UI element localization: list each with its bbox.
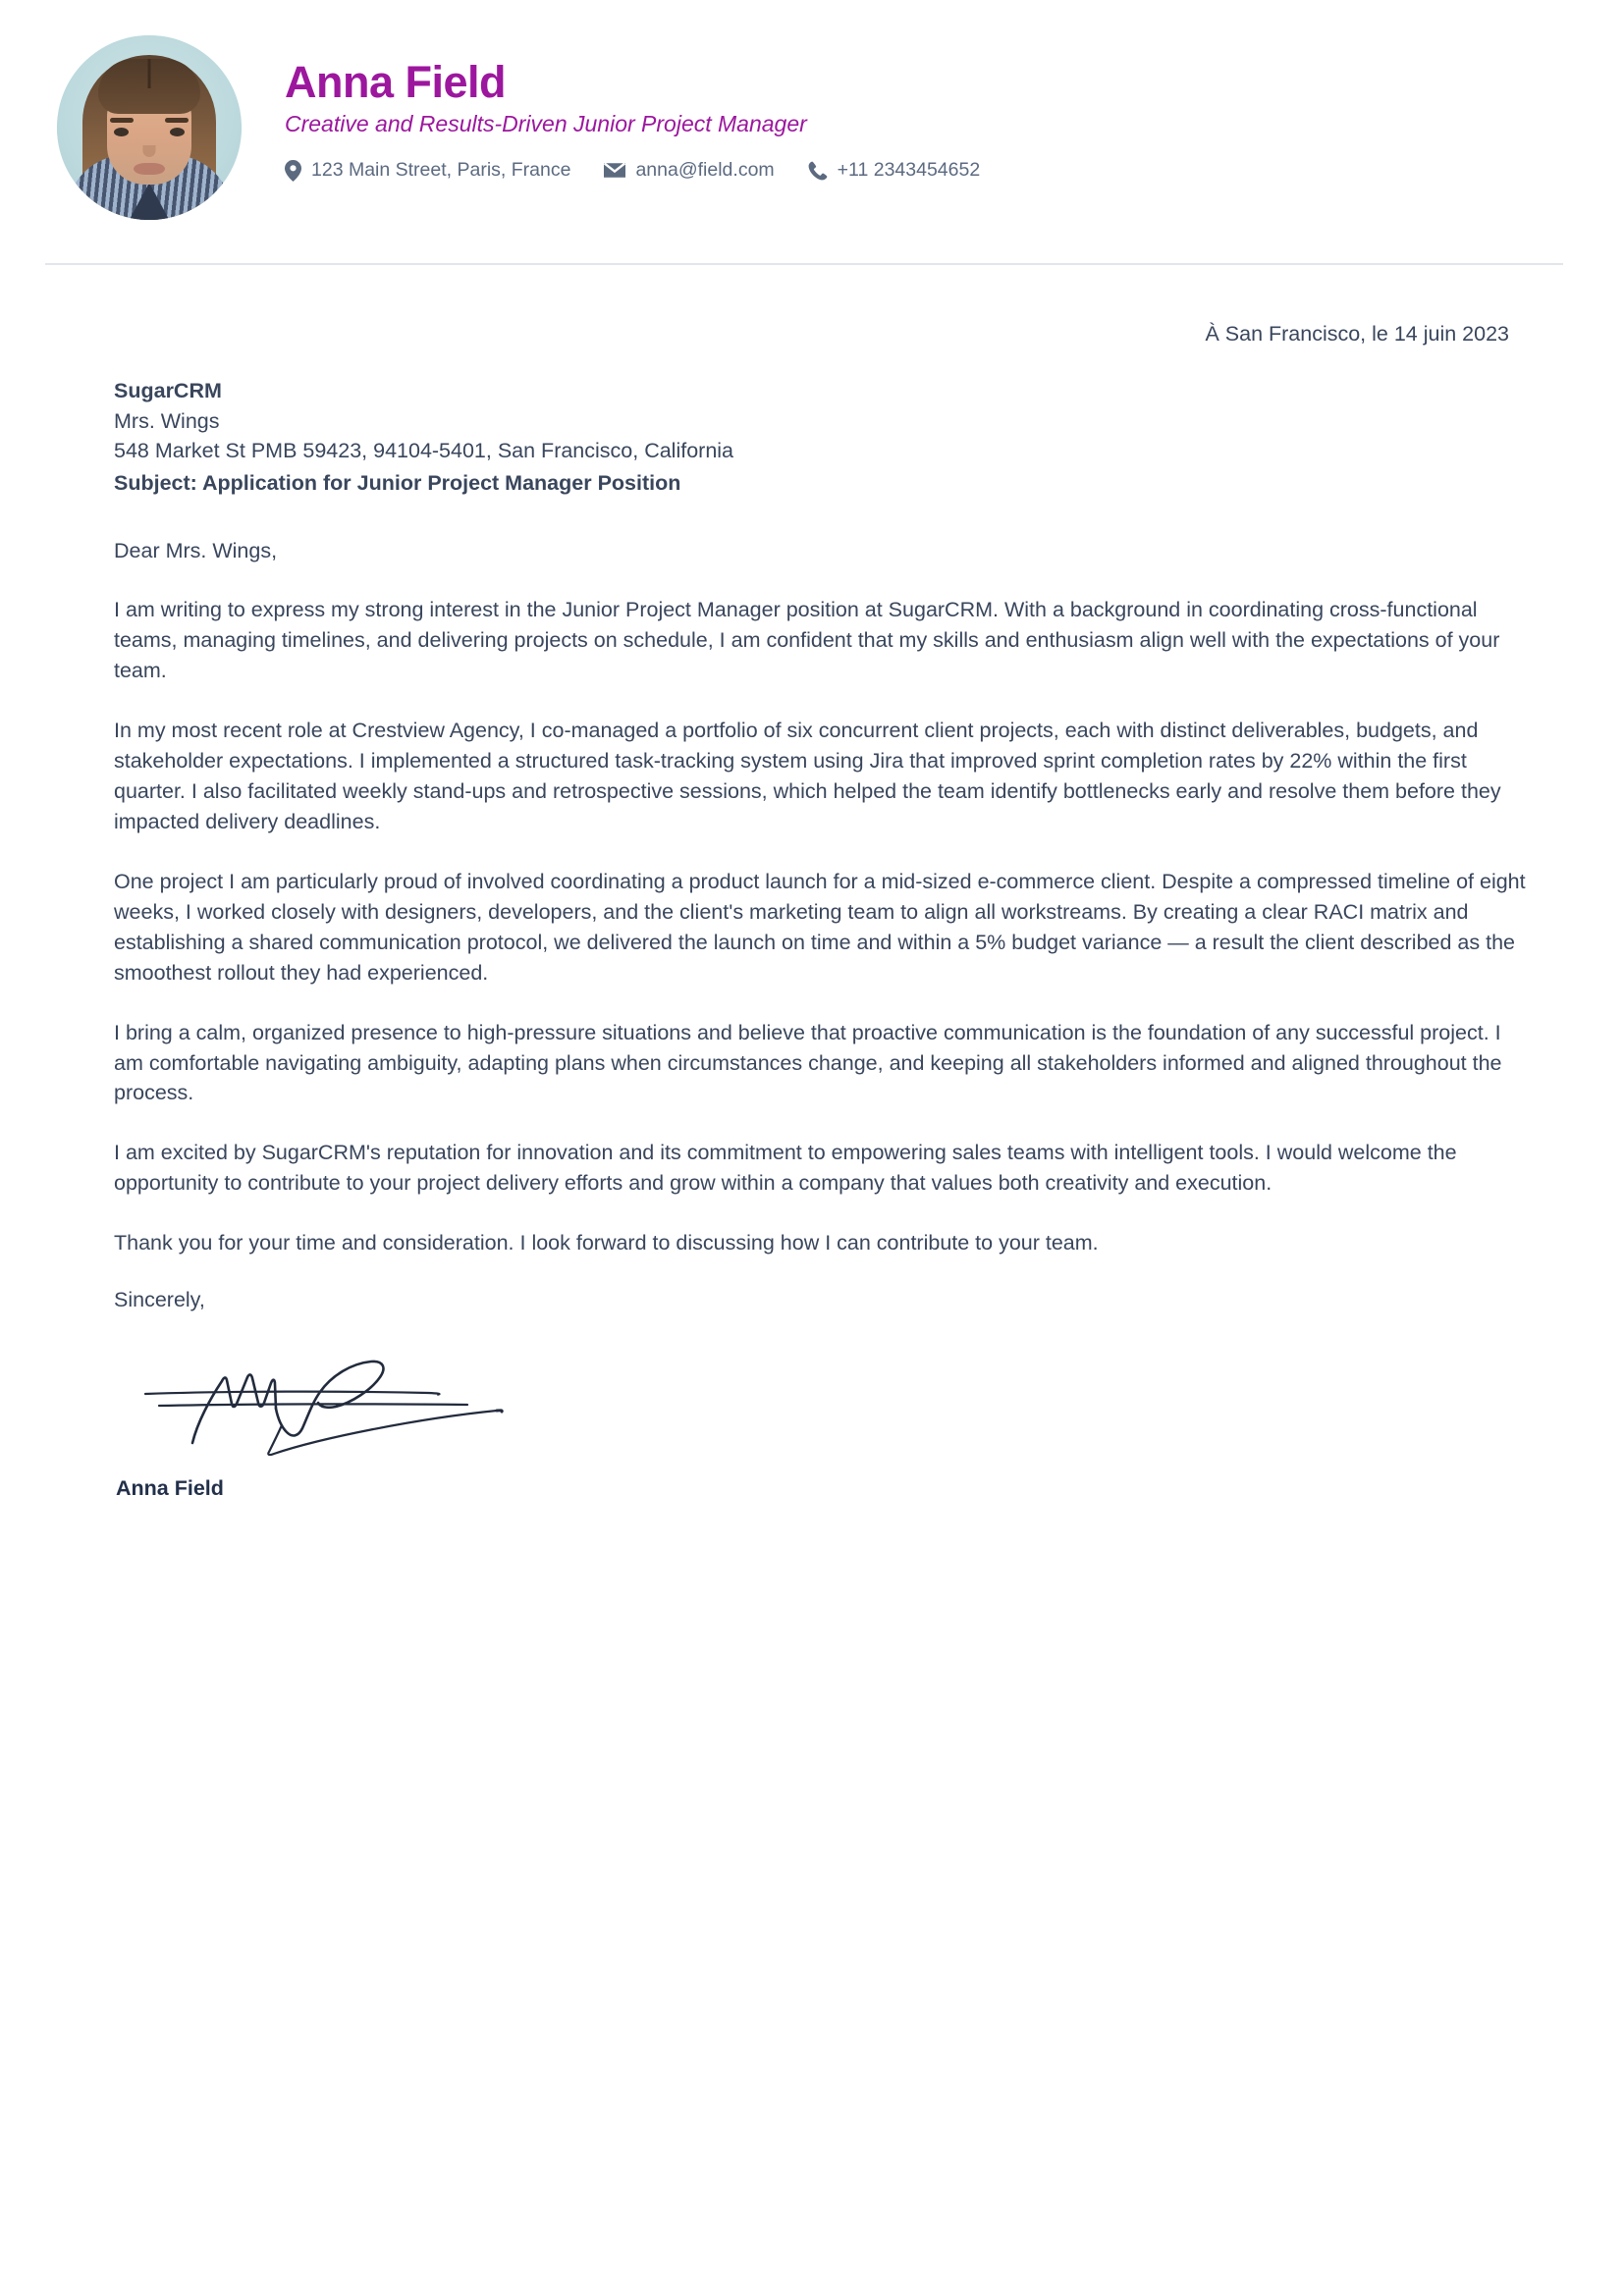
avatar-eyebrow-right (165, 118, 189, 123)
contact-email (604, 159, 774, 182)
letter-body (0, 322, 1624, 1501)
salutation: Dear Mrs. Wings, (114, 539, 278, 563)
closing-line: Sincerely, (114, 1288, 205, 1312)
recipient-company: SugarCRM (114, 379, 222, 402)
body-paragraph: One project I am particularly proud of involved coordinating a product launch for a mid-sized e-commerce client. Despite a compressed timeline of eight weeks, I worked closely with designers, developers, and the client's marketing team to align all workstreams. By creating a clear RACI matrix and establishing a shared communication protocol, we delivered the launch on time and within a 5% budget variance — a result the client described as the smoothest rollout they had experienced. (114, 869, 1526, 985)
header-text-block (242, 33, 1565, 182)
avatar-eye-right (170, 128, 185, 136)
recipient-address: 548 Market St PMB 59423, 94104-5401, San Francisco, California (114, 439, 734, 463)
body-paragraph: I am excited by SugarCRM's reputation for innovation and its commitment to empowering sales teams with intelligent tools. I would welcome the opportunity to contribute to your project delivery efforts and grow within a company that values both creativity and execution. (114, 1141, 1457, 1196)
avatar-eye-left (114, 128, 129, 136)
contact-address-value: 123 Main Street, Paris, France (311, 159, 571, 182)
signoff-name: Anna Field (116, 1476, 224, 1501)
contact-phone (808, 159, 981, 182)
page-title: Anna Field (285, 57, 507, 107)
body-paragraph: I am writing to express my strong interest in the Junior Project Manager position at SugarCRM. With a background in coordinating cross-functional teams, managing timelines, and delivering projects on schedule, I am confident that my skills and enthusiasm align well with the expectations of your team. (114, 598, 1500, 682)
contact-email-value: anna@field.com (635, 159, 775, 182)
envelope-icon (604, 162, 625, 179)
professional-tagline: Creative and Results-Driven Junior Project Manager (285, 110, 807, 136)
header-divider (45, 263, 1563, 265)
phone-icon (808, 161, 828, 181)
contact-row (285, 159, 1565, 182)
recipient-person: Mrs. Wings (114, 408, 220, 433)
avatar-lips (134, 163, 165, 175)
date-line: À San Francisco, le 14 juin 2023 (1205, 322, 1509, 346)
recipient-block (114, 376, 1534, 498)
body-paragraph: In my most recent role at Crestview Agency, I co-managed a portfolio of six concurrent client projects, each with distinct deliverables, budgets, and stakeholder expectations. I implemented a structured task-tracking system using Jira that improved sprint completion rates by 22% within the first quarter. I also facilitated weekly stand-ups and retrospective sessions, which helped the team identify bottlenecks early and resolve them before they impacted delivery deadlines. (114, 718, 1501, 833)
contact-phone-value: +11 2343454652 (837, 159, 981, 182)
subject-line: Subject: Application for Junior Project Manager Position (114, 470, 681, 495)
body-paragraph: Thank you for your time and consideration. I look forward to discussing how I can contribute to your team. (114, 1231, 1099, 1255)
letter-header (0, 0, 1624, 245)
body-paragraph: I bring a calm, organized presence to high-pressure situations and believe that proactive communication is the foundation of any successful project. I am comfortable navigating ambiguity, adapting plans when circumstances change, and keeping all stakeholders informed and aligned throughout the process. (114, 1020, 1502, 1105)
avatar (57, 35, 242, 220)
avatar-eyebrow-left (110, 118, 134, 123)
contact-address (285, 159, 570, 182)
signature-block (114, 1348, 1534, 1501)
handwritten-signature-icon (143, 1348, 1534, 1461)
avatar-hair-part (148, 59, 151, 88)
location-pin-icon (285, 160, 301, 182)
